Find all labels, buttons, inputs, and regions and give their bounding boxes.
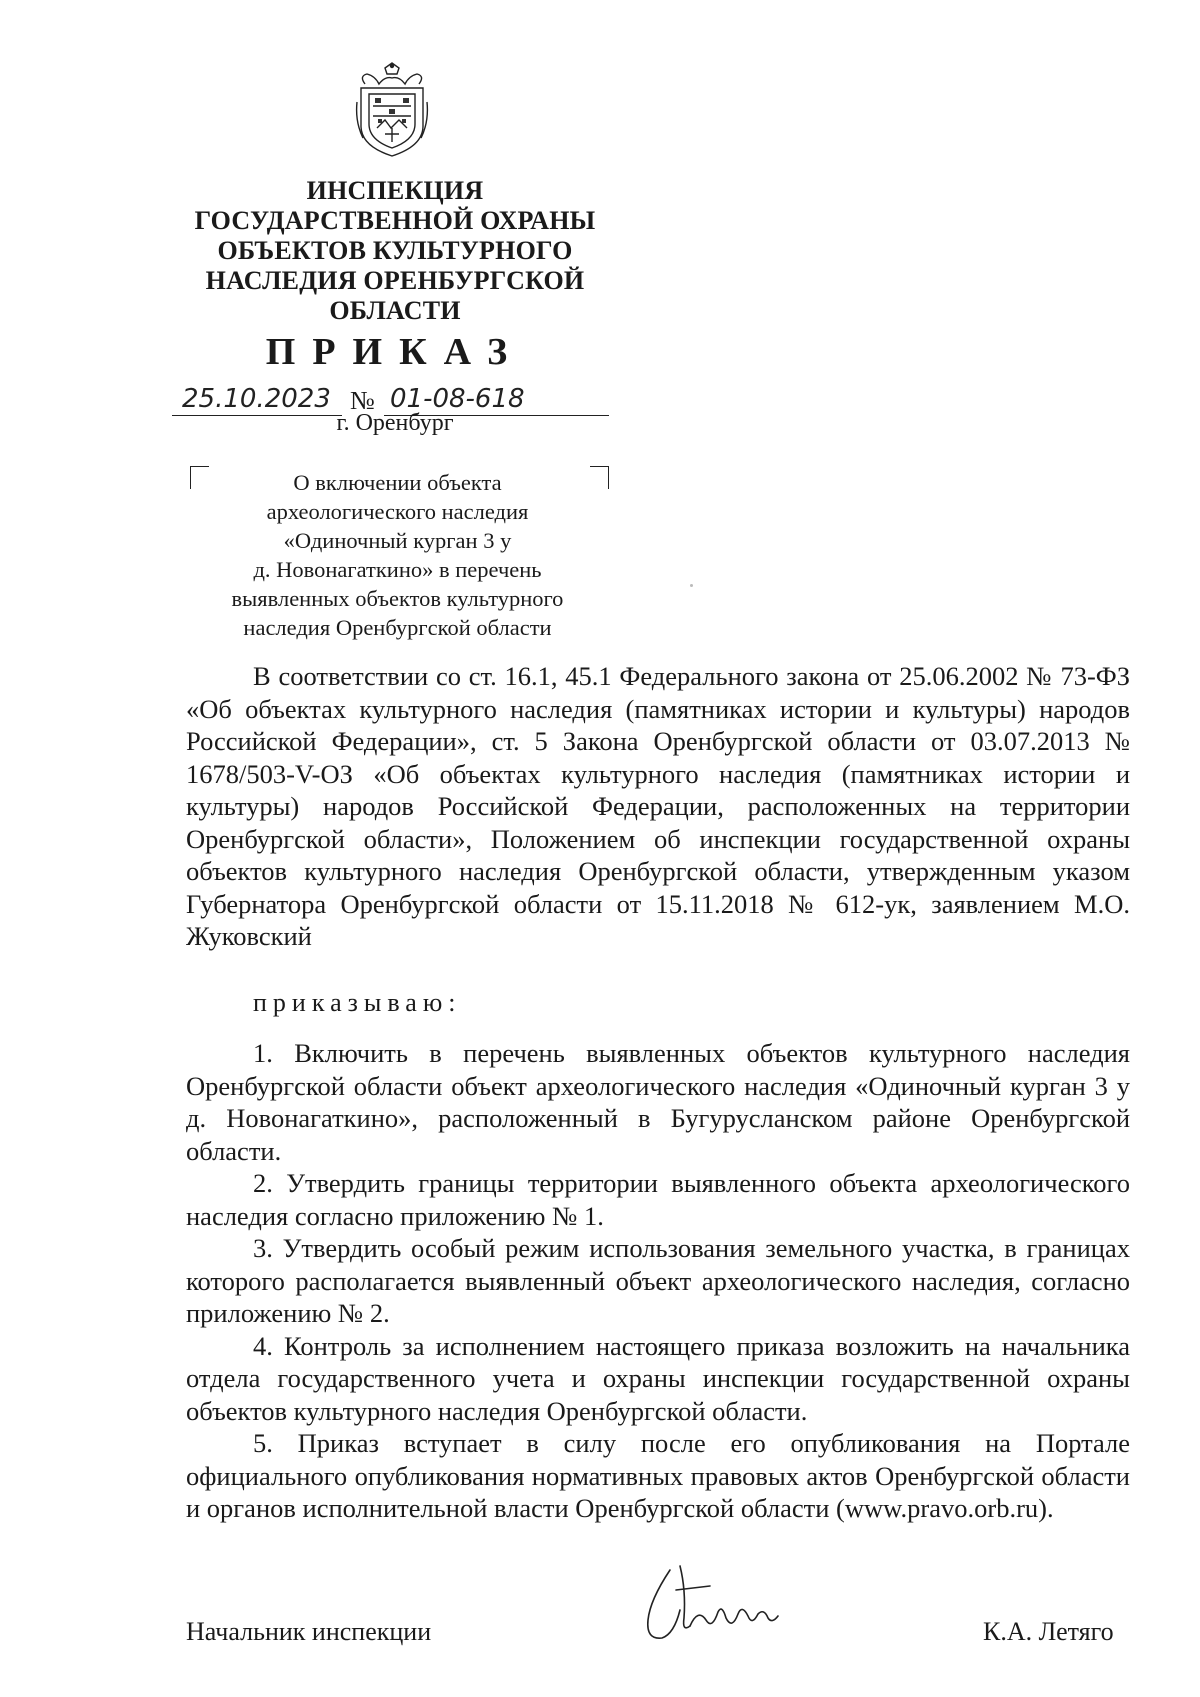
order-item: 3. Утвердить особый режим использования земельного участка, в границах которого располагается выявленный объект археологического наследия, согласно приложению № 2. [186,1233,1130,1328]
subject-line: наследия Оренбургской области [243,615,552,640]
subject-line: О включении объекта [293,470,502,495]
document-type-title: ПРИКАЗ [265,331,525,373]
order-word: приказываю: [253,988,462,1017]
subject-line: археологического наследия [266,499,529,524]
number-sign: № [350,386,375,415]
subject-line: «Одиночный курган 3 у [283,528,512,553]
org-line: ГОСУДАРСТВЕННОЙ ОХРАНЫ [194,206,596,235]
subject-bracket-right [590,466,609,489]
coat-of-arms-icon [355,62,429,160]
order-items [186,1037,1130,1525]
order-item: 4. Контроль за исполнением настоящего приказа возложить на начальника отдела государственного учета и охраны инспекции государственной охраны объектов культурного наследия Оренбургской области. [186,1330,1130,1426]
city: г. Оренбург [336,410,454,436]
signatory-position: Начальник инспекции [186,1617,432,1646]
order-subject [205,468,590,642]
order-date: 25.10.2023 [182,384,331,414]
order-item: 5. Приказ вступает в силу после его опубликования на Портале официального опубликования нормативных правовых актов Оренбургской области и органов исполнительной власти Оренбургской области (www.pravo.orb.ru). [186,1428,1130,1523]
org-line: НАСЛЕДИЯ ОРЕНБУРГСКОЙ [205,266,585,295]
preamble-paragraph: В соответствии со ст. 16.1, 45.1 Федерального закона от 25.06.2002 № 73-ФЗ «Об объектах культурного наследия (памятниках истории и культуры) народов Российской Федерации», ст. 5 Закона Оренбургской области от 03.07.2013 № 1678/503-V-ОЗ «Об объектах культурного наследия (памятниках истории и культуры) народов Российской Федерации, расположенных на территории Оренбургской области», Положением об инспекции государственной охраны объектов культурного наследия Оренбургской области, утвержденным указом Губернатора Оренбургской области от 15.11.2018 № 612-ук, заявлением М.О. Жуковский [186,661,1130,951]
signatory-name: К.А. Летяго [983,1617,1114,1646]
order-item: 1. Включить в перечень выявленных объектов культурного наследия Оренбургской области объект археологического наследия «Одиночный курган 3 у д. Новонагаткино», расположенный в Бугурусланском районе Оренбургской области. [186,1038,1130,1166]
subject-line: д. Новонагаткино» в перечень [253,557,542,582]
order-number: 01-08-618 [390,384,525,414]
order-item: 2. Утвердить границы территории выявленного объекта археологического наследия согласно приложению № 1. [186,1168,1130,1231]
preamble-block [186,660,1130,953]
subject-line: выявленных объектов культурного [231,586,564,611]
handwritten-signature-icon [640,1560,800,1650]
organization-name [170,176,620,326]
org-line: ОБЛАСТИ [329,296,461,325]
org-line: ИНСПЕКЦИЯ [306,176,484,205]
scan-speck [690,584,693,587]
org-line: ОБЪЕКТОВ КУЛЬТУРНОГО [217,236,573,265]
